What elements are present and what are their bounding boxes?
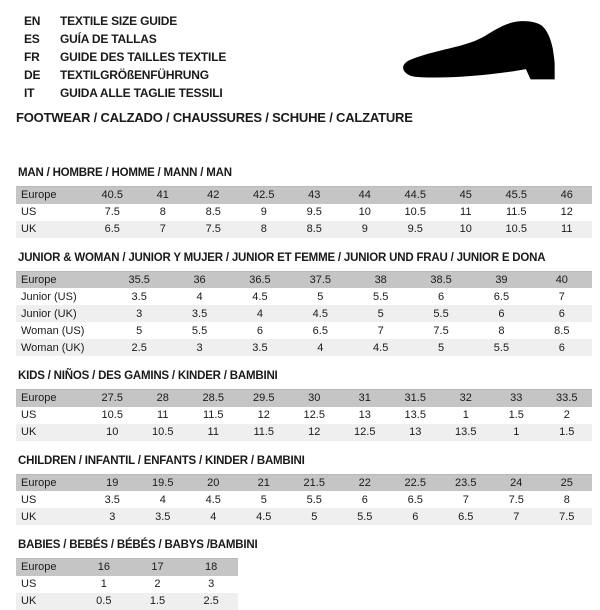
size-cell: 3: [109, 510, 116, 523]
size-cell: 20: [207, 476, 220, 489]
size-cell: 5: [136, 324, 143, 337]
size-cell: 10.5: [101, 409, 123, 421]
size-cell: 11: [460, 206, 472, 218]
size-cell: 4.5: [205, 493, 221, 506]
size-cell: 40.5: [101, 189, 123, 202]
category-title: FOOTWEAR / CALZADO / CHAUSSURES / SCHUHE / CALZATURE: [16, 110, 413, 125]
size-table: [16, 389, 592, 441]
size-cell: 7.5: [433, 324, 449, 337]
size-cell: 2: [563, 409, 570, 421]
table-row: [16, 593, 238, 610]
table-title: CHILDREN / INFANTIL / ENFANTS / KINDER / BAMBINI: [18, 454, 305, 467]
size-cell: 6.5: [493, 290, 510, 303]
size-cell: 11.5: [253, 426, 275, 438]
language-label: TEXTILGRÖßENFÜHRUNG: [60, 68, 209, 82]
size-cell: 42.5: [253, 189, 275, 202]
size-section: [16, 539, 600, 610]
size-cell: 25: [560, 476, 573, 489]
size-cell: 11: [157, 409, 169, 421]
size-cell: 6: [438, 290, 445, 303]
size-cell: 7: [558, 290, 565, 303]
size-cell: 12.5: [354, 426, 376, 438]
size-cell: 5: [317, 290, 324, 303]
table-row: [16, 204, 592, 221]
size-cell: 39: [495, 273, 508, 286]
size-cell: 6: [361, 493, 368, 506]
table-row: [16, 271, 592, 288]
row-label: Woman (UK): [21, 341, 85, 354]
size-cell: 33.5: [556, 392, 578, 405]
size-section: [16, 167, 600, 238]
size-cell: 11: [561, 223, 573, 235]
tables-container: [16, 167, 600, 610]
size-cell: 11.5: [202, 409, 224, 421]
size-table: [16, 271, 592, 357]
table-title: KIDS / NIÑOS / DES GAMINS / KINDER / BAMBINI: [18, 370, 278, 382]
size-cell: 5.5: [433, 307, 449, 320]
table-row: [16, 322, 592, 339]
size-cell: 5.5: [493, 341, 510, 354]
table-row: [16, 407, 592, 424]
size-cell: 33: [510, 392, 523, 405]
size-cell: 6: [558, 341, 565, 354]
row-label: UK: [21, 223, 37, 235]
size-cell: 5: [311, 510, 318, 523]
table-row: [16, 390, 592, 407]
row-label: UK: [21, 426, 37, 438]
size-cell: 7: [377, 324, 384, 337]
row-label: Europe: [21, 189, 57, 202]
size-cell: 5.5: [191, 324, 208, 337]
size-cell: 3.5: [191, 307, 208, 320]
size-cell: 7.5: [205, 223, 221, 235]
size-cell: 9.5: [407, 223, 423, 235]
size-cell: 8: [498, 324, 505, 337]
size-cell: 1.5: [559, 426, 575, 438]
size-cell: 18: [205, 561, 218, 574]
size-cell: 4: [210, 510, 217, 523]
size-cell: 5: [377, 307, 384, 320]
language-label: GUÍA DE TALLAS: [60, 32, 157, 46]
table-row: [16, 474, 592, 491]
size-cell: 13.5: [404, 409, 426, 421]
size-cell: 2.5: [203, 595, 219, 607]
size-section: [16, 370, 600, 441]
size-cell: 2: [154, 578, 161, 590]
size-cell: 3.5: [155, 510, 171, 523]
table-row: [16, 508, 592, 525]
size-cell: 12: [308, 426, 321, 438]
size-cell: 13: [358, 409, 371, 421]
size-table: [16, 474, 592, 526]
size-cell: 1: [100, 578, 107, 590]
size-cell: 23.5: [455, 476, 477, 489]
language-label: GUIDE DES TAILLES TEXTILE: [60, 50, 227, 64]
size-cell: 8.5: [205, 206, 221, 218]
size-cell: 8: [563, 493, 570, 506]
row-label: Junior (US): [21, 290, 77, 303]
size-cell: 8: [159, 206, 166, 218]
size-cell: 6.5: [104, 223, 120, 235]
row-label: Europe: [21, 392, 57, 405]
row-label: UK: [21, 510, 37, 523]
size-cell: 3: [136, 307, 143, 320]
size-cell: 3.5: [252, 341, 268, 354]
size-cell: 12.5: [303, 409, 325, 421]
size-cell: 1.5: [149, 595, 166, 607]
size-cell: 19: [106, 476, 119, 489]
language-code: DE: [24, 68, 41, 82]
row-label: Europe: [21, 561, 57, 574]
table-title: JUNIOR & WOMAN / JUNIOR Y MUJER / JUNIOR ET FEMME / JUNIOR UND FRAU / JUNIOR E DONA: [18, 251, 546, 264]
row-label: Europe: [21, 273, 57, 286]
row-label: US: [21, 493, 37, 506]
size-cell: 32: [459, 392, 472, 405]
size-section: [16, 252, 600, 357]
size-cell: 6.5: [407, 493, 423, 506]
size-cell: 41: [156, 189, 169, 202]
size-cell: 10: [106, 426, 119, 438]
size-cell: 0.5: [96, 595, 112, 607]
size-cell: 36: [193, 273, 206, 286]
size-cell: 1: [462, 409, 469, 421]
size-cell: 28.5: [202, 392, 224, 405]
size-cell: 4: [159, 493, 166, 506]
size-cell: 28: [156, 392, 169, 405]
size-cell: 7.5: [104, 206, 120, 218]
size-cell: 1.5: [508, 409, 524, 421]
size-cell: 9: [260, 206, 267, 218]
size-cell: 7.5: [508, 493, 524, 506]
table-row: [16, 288, 592, 305]
table-row: [16, 187, 592, 204]
size-cell: 6.5: [312, 324, 328, 337]
size-cell: 30: [308, 392, 321, 405]
size-cell: 21: [257, 476, 270, 489]
size-cell: 6: [412, 510, 419, 523]
size-cell: 9: [361, 223, 368, 235]
language-label: TEXTILE SIZE GUIDE: [60, 14, 178, 28]
table-row: [16, 491, 592, 508]
size-cell: 45.5: [505, 189, 527, 202]
size-cell: 21.5: [303, 476, 325, 489]
size-cell: 3.5: [131, 290, 147, 303]
size-cell: 17: [151, 561, 164, 574]
size-cell: 7: [462, 493, 469, 506]
table-row: [16, 424, 592, 441]
size-cell: 6: [256, 324, 263, 337]
size-cell: 4.5: [252, 290, 268, 303]
size-cell: 45: [459, 189, 472, 202]
size-cell: 22: [358, 476, 371, 489]
table-row: [16, 559, 238, 576]
size-cell: 4.5: [373, 341, 389, 354]
language-code: IT: [24, 86, 35, 100]
table-row: [16, 339, 592, 356]
size-cell: 10.5: [505, 223, 527, 235]
size-cell: 13: [409, 426, 422, 438]
size-cell: 10: [358, 206, 371, 218]
size-cell: 5.5: [357, 510, 373, 523]
size-cell: 44: [358, 189, 371, 202]
row-label: Junior (UK): [21, 307, 77, 320]
size-cell: 11.5: [505, 206, 527, 218]
size-table: [16, 186, 592, 238]
size-cell: 36.5: [249, 273, 271, 286]
size-cell: 43: [308, 189, 321, 202]
size-cell: 38.5: [430, 273, 452, 286]
size-cell: 3: [208, 578, 215, 590]
size-cell: 4: [196, 290, 203, 303]
size-cell: 7.5: [559, 510, 575, 523]
language-code: FR: [24, 50, 40, 64]
size-cell: 29.5: [253, 392, 275, 405]
size-cell: 6: [498, 307, 505, 320]
size-cell: 35.5: [128, 273, 150, 286]
size-cell: 38: [374, 273, 387, 286]
row-label: US: [21, 206, 37, 218]
size-cell: 4: [317, 341, 324, 354]
size-cell: 11: [207, 426, 219, 438]
table-title: BABIES / BEBÉS / BÉBÉS / BABYS /BAMBINI: [18, 539, 258, 551]
row-label: Europe: [21, 476, 57, 489]
size-cell: 27.5: [101, 392, 123, 405]
size-cell: 31: [358, 392, 371, 405]
size-cell: 44.5: [404, 189, 426, 202]
size-cell: 24: [510, 476, 523, 489]
size-cell: 22.5: [404, 476, 426, 489]
row-label: Woman (US): [21, 324, 85, 337]
size-table: [16, 558, 238, 610]
size-cell: 8.5: [554, 324, 570, 337]
size-cell: 31.5: [404, 392, 426, 405]
size-cell: 9.5: [306, 206, 322, 218]
language-code: ES: [24, 32, 40, 46]
size-section: [16, 455, 600, 526]
row-label: US: [21, 578, 37, 590]
size-cell: 19.5: [152, 476, 174, 489]
size-cell: 5: [260, 493, 267, 506]
size-cell: 4.5: [312, 307, 328, 320]
size-cell: 12: [560, 206, 573, 218]
table-row: [16, 576, 238, 593]
size-cell: 10: [459, 223, 472, 235]
language-label: GUIDA ALLE TAGLIE TESSILI: [60, 86, 223, 100]
size-cell: 2.5: [131, 341, 147, 354]
shoe-icon: [396, 20, 578, 96]
size-cell: 7: [513, 510, 520, 523]
size-cell: 1: [513, 426, 520, 438]
size-cell: 8: [260, 223, 267, 235]
table-title: MAN / HOMBRE / HOMME / MANN / MAN: [18, 167, 232, 179]
size-cell: 13.5: [455, 426, 477, 438]
size-cell: 3: [196, 341, 203, 354]
table-row: [16, 305, 592, 322]
size-cell: 6: [558, 307, 565, 320]
size-cell: 10.5: [152, 426, 174, 438]
size-cell: 4: [256, 307, 263, 320]
table-row: [16, 221, 592, 238]
row-label: US: [21, 409, 37, 421]
size-cell: 37.5: [309, 273, 332, 286]
size-cell: 8.5: [306, 223, 322, 235]
size-cell: 6.5: [458, 510, 474, 523]
size-cell: 4.5: [256, 510, 272, 523]
size-cell: 46: [560, 189, 573, 202]
size-cell: 40: [555, 273, 568, 286]
size-cell: 5.5: [373, 290, 389, 303]
language-code: EN: [24, 14, 41, 28]
size-cell: 42: [207, 189, 220, 202]
size-cell: 10.5: [404, 206, 426, 218]
size-cell: 7: [159, 223, 166, 235]
row-label: UK: [21, 595, 37, 607]
size-cell: 12: [257, 409, 270, 421]
size-cell: 3.5: [104, 493, 120, 506]
size-cell: 16: [97, 561, 110, 574]
size-cell: 5.5: [306, 493, 322, 506]
size-cell: 5: [438, 341, 445, 354]
